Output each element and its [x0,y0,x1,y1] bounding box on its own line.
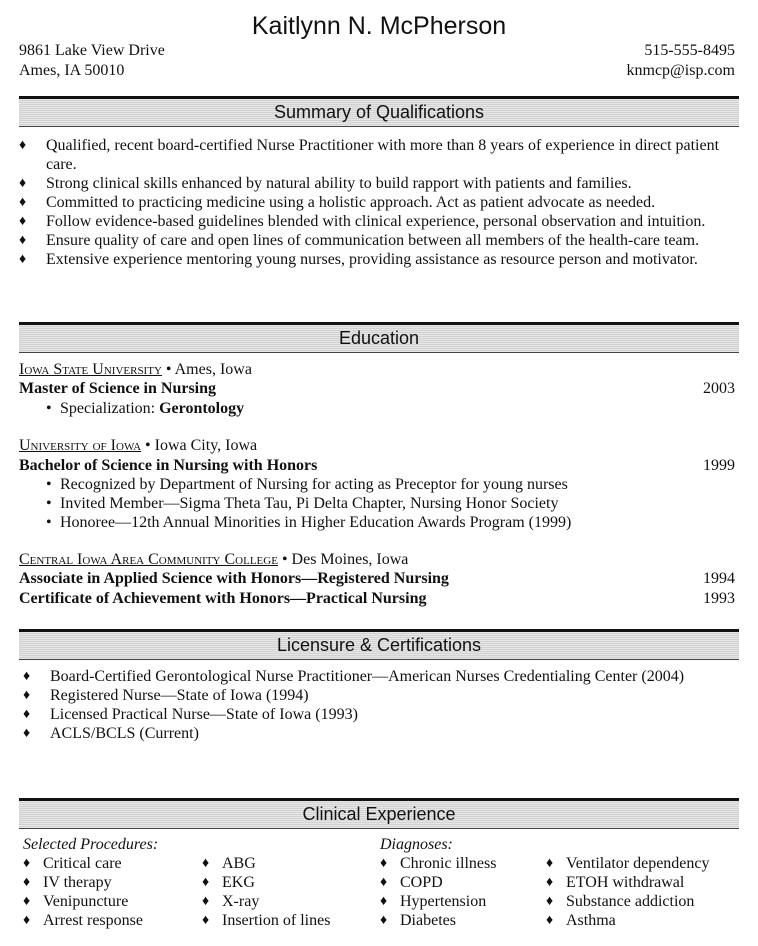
degree-detail-item: • Recognized by Department of Nursing for acting as Preceptor for young nurses [46,476,568,493]
diamond-icon: ♦ [19,233,27,248]
degree-detail-item: • Honoree—12th Annual Minorities in Higher Education Awards Program (1999) [46,514,572,531]
diamond-icon: ♦ [23,856,31,871]
school-location: • Iowa City, Iowa [141,437,258,454]
diagnoses-list-1 [380,854,496,930]
school-line [19,550,408,570]
dot-icon: • [46,514,52,531]
diamond-icon: ♦ [546,894,554,909]
licensure-item: ♦ Board-Certified Gerontological Nurse Practitioner—American Nurses Credentialing Center (2004) [23,668,685,685]
diamond-icon: ♦ [23,894,31,909]
summary-item: ♦ Qualified, recent board-certified Nurse Practitioner with more than 8 years of experience in direct patient care. [19,137,720,173]
school-name: Iowa State University [19,361,162,378]
procedure-item: ♦ Insertion of lines [202,912,331,929]
address-block [19,41,165,81]
summary-item: ♦ Strong clinical skills enhanced by natural ability to build rapport with patients and families. [19,175,632,192]
section-header-licensure: Licensure & Certifications [19,629,739,660]
school-name: Central Iowa Area Community College [19,551,278,568]
degree-year: 2003 [703,380,735,397]
address-line-1: 9861 Lake View Drive [19,42,165,59]
diamond-icon: ♦ [202,913,210,928]
diamond-icon: ♦ [23,875,31,890]
procedure-item: ♦ Venipuncture [23,893,129,910]
diagnosis-item: ♦ Hypertension [380,893,487,910]
diamond-icon: ♦ [546,856,554,871]
diagnosis-item: ♦ Chronic illness [380,855,497,872]
degree-detail-list [46,399,244,418]
diagnosis-item: ♦ Substance addiction [546,893,695,910]
degree-title: Associate in Applied Science with Honors—Registered Nursing [19,570,449,587]
diamond-icon: ♦ [23,688,31,703]
diagnosis-item: ♦ Diabetes [380,912,456,929]
section-header-summary: Summary of Qualifications [19,96,739,127]
diamond-icon: ♦ [202,894,210,909]
degree-title: Master of Science in Nursing [19,380,217,397]
contact-block [627,41,736,81]
school-line [19,436,257,456]
degree-title: Bachelor of Science in Nursing with Honors [19,457,318,474]
summary-item: ♦ Follow evidence-based guidelines blended with clinical experience, personal observation and intuition. [19,213,706,230]
diamond-icon: ♦ [380,856,388,871]
diagnosis-item: ♦ COPD [380,874,443,891]
procedures-list-2 [202,854,330,930]
resume-name: Kaitlynn N. McPherson [251,12,507,40]
diamond-icon: ♦ [202,875,210,890]
diamond-icon: ♦ [380,875,388,890]
diagnosis-item: ♦ Ventilator dependency [546,855,710,872]
degree-title: Certificate of Achievement with Honors—Practical Nursing [19,590,427,607]
procedure-item: ♦ Critical care [23,855,122,872]
diamond-icon: ♦ [380,894,388,909]
licensure-list [23,667,743,743]
diamond-icon: ♦ [380,913,388,928]
degree-year: 1999 [703,457,735,474]
diamond-icon: ♦ [19,176,27,191]
degree-year: 1994 [703,570,735,587]
dot-icon: • [46,400,52,417]
summary-item: ♦ Extensive experience mentoring young nurses, providing assistance as resource person and motivator. [19,251,698,268]
procedures-list-1 [23,854,143,930]
degree-detail-item: • Specialization: Gerontology [46,400,245,417]
degree-detail-list [46,475,571,532]
diamond-icon: ♦ [19,214,27,229]
diamond-icon: ♦ [546,913,554,928]
diamond-icon: ♦ [23,707,31,722]
diagnosis-item: ♦ ETOH withdrawal [546,874,685,891]
diagnosis-item: ♦ Asthma [546,912,616,929]
diagnoses-heading: Diagnoses: [380,836,453,853]
address-line-2: Ames, IA 50010 [19,62,125,79]
diamond-icon: ♦ [19,252,27,267]
diamond-icon: ♦ [23,669,31,684]
licensure-item: ♦ ACLS/BCLS (Current) [23,725,199,742]
diamond-icon: ♦ [23,913,31,928]
school-line [19,360,252,380]
degree-year: 1993 [703,590,735,607]
degree-detail-item: • Invited Member—Sigma Theta Tau, Pi Delta Chapter, Nursing Honor Society [46,495,559,512]
dot-icon: • [46,495,52,512]
licensure-item: ♦ Licensed Practical Nurse—State of Iowa (1993) [23,706,358,723]
procedure-item: ♦ IV therapy [23,874,112,891]
procedure-item: ♦ Arrest response [23,912,143,929]
diamond-icon: ♦ [19,138,27,153]
summary-item: ♦ Committed to practicing medicine using a holistic approach. Act as patient advocate as needed. [19,194,656,211]
diagnoses-list-2 [546,854,710,930]
school-name: University of Iowa [19,437,142,454]
summary-list [19,136,741,269]
phone-number: 515-555-8495 [644,42,735,59]
summary-item: ♦ Ensure quality of care and open lines of communication between all members of the health-care team. [19,232,700,249]
section-header-clinical: Clinical Experience [19,798,739,829]
procedure-item: ♦ ABG [202,855,256,872]
procedure-item: ♦ EKG [202,874,255,891]
diamond-icon: ♦ [546,875,554,890]
section-header-education: Education [19,322,739,353]
dot-icon: • [46,476,52,493]
licensure-item: ♦ Registered Nurse—State of Iowa (1994) [23,687,309,704]
diamond-icon: ♦ [23,726,31,741]
email-address: knmcp@isp.com [626,62,735,79]
diamond-icon: ♦ [19,195,27,210]
school-location: • Ames, Iowa [161,361,252,378]
procedure-item: ♦ X-ray [202,893,260,910]
school-location: • Des Moines, Iowa [277,551,409,568]
diamond-icon: ♦ [202,856,210,871]
procedures-heading: Selected Procedures: [23,836,159,853]
